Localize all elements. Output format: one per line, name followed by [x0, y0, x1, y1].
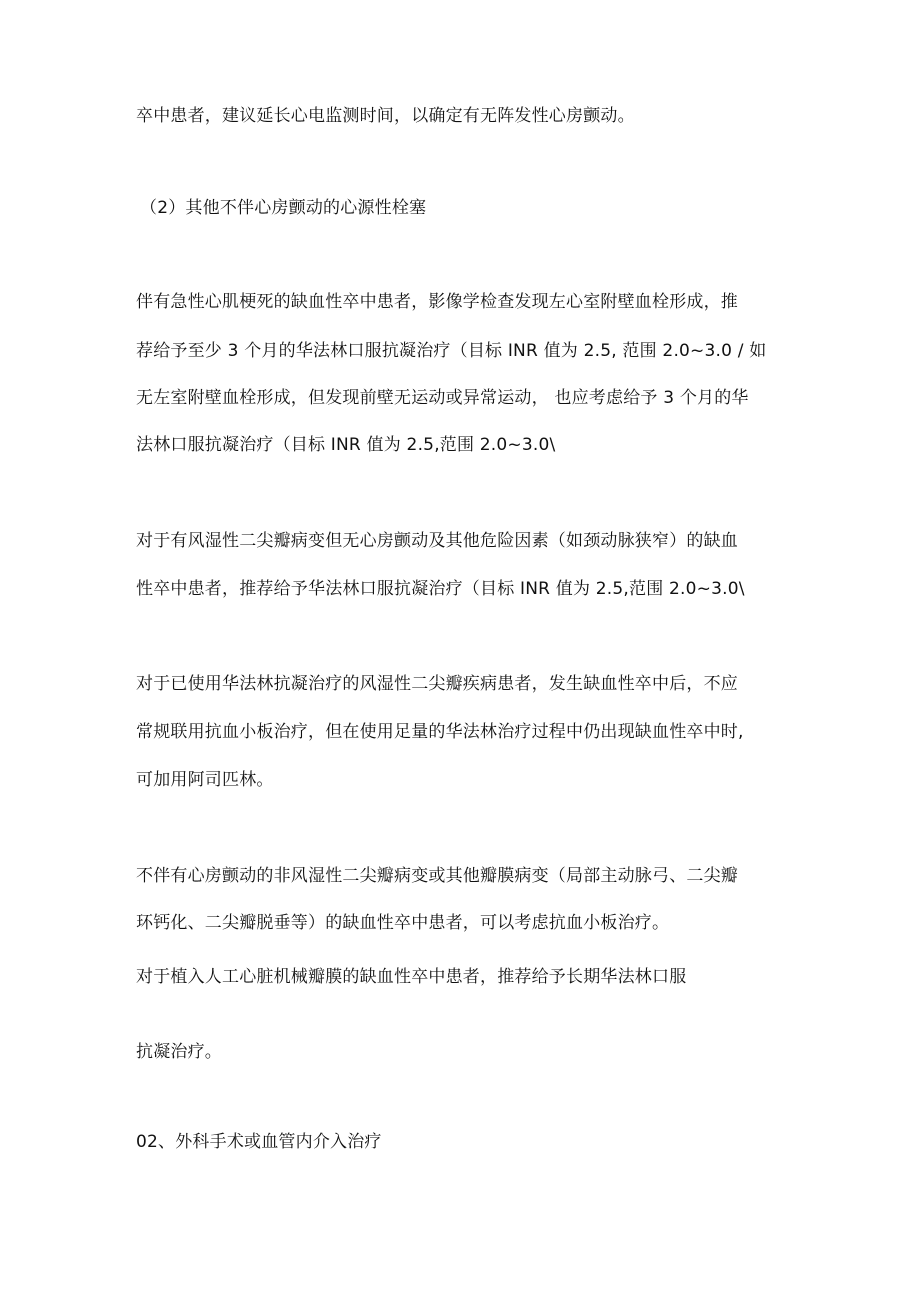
- paragraph-text: 卒中患者，建议延长心电监测时间，以确定有无阵发性心房颤动。: [136, 106, 635, 126]
- paragraph-text: 性卒中患者，推荐给予华法林口服抗凝治疗（目标 INR 值为 2.5,范围 2.0~3.0\: [136, 579, 745, 599]
- paragraph-text: 无左室附壁血栓形成，但发现前壁无运动或异常运动， 也应考虑给予 3 个月的华: [136, 388, 749, 408]
- paragraph-text: 对于已使用华法林抗凝治疗的风湿性二尖瓣疾病患者，发生缺血性卒中后，不应: [136, 674, 738, 694]
- paragraph-text: 对于有风湿性二尖瓣病变但无心房颤动及其他危险因素（如颈动脉狭窄）的缺血: [136, 531, 738, 551]
- paragraph-text: 荐给予至少 3 个月的华法林口服抗凝治疗（目标 INR 值为 2.5, 范围 2.0~3.0 / 如: [136, 341, 767, 361]
- paragraph-text: 常规联用抗血小板治疗，但在使用足量的华法林治疗过程中仍出现缺血性卒中时,: [136, 722, 744, 742]
- paragraph-text: 抗凝治疗。: [136, 1042, 222, 1062]
- paragraph-text: 不伴有心房颤动的非风湿性二尖瓣病变或其他瓣膜病变（局部主动脉弓、二尖瓣: [136, 866, 738, 886]
- subsection-heading: （2）其他不伴心房颤动的心源性栓塞: [140, 198, 427, 218]
- section-heading: 02、外科手术或血管内介入治疗: [136, 1132, 382, 1152]
- paragraph-text: 伴有急性心肌梗死的缺血性卒中患者，影像学检查发现左心室附壁血栓形成，推: [136, 292, 738, 312]
- paragraph-text: 可加用阿司匹林。: [136, 770, 274, 790]
- paragraph-text: 法林口服抗凝治疗（目标 INR 值为 2.5,范围 2.0~3.0\: [136, 435, 556, 455]
- paragraph-text: 对于植入人工心脏机械瓣膜的缺血性卒中患者，推荐给予长期华法林口服: [136, 967, 687, 987]
- paragraph-text: 环钙化、二尖瓣脱垂等）的缺血性卒中患者，可以考虑抗血小板治疗。: [136, 913, 670, 933]
